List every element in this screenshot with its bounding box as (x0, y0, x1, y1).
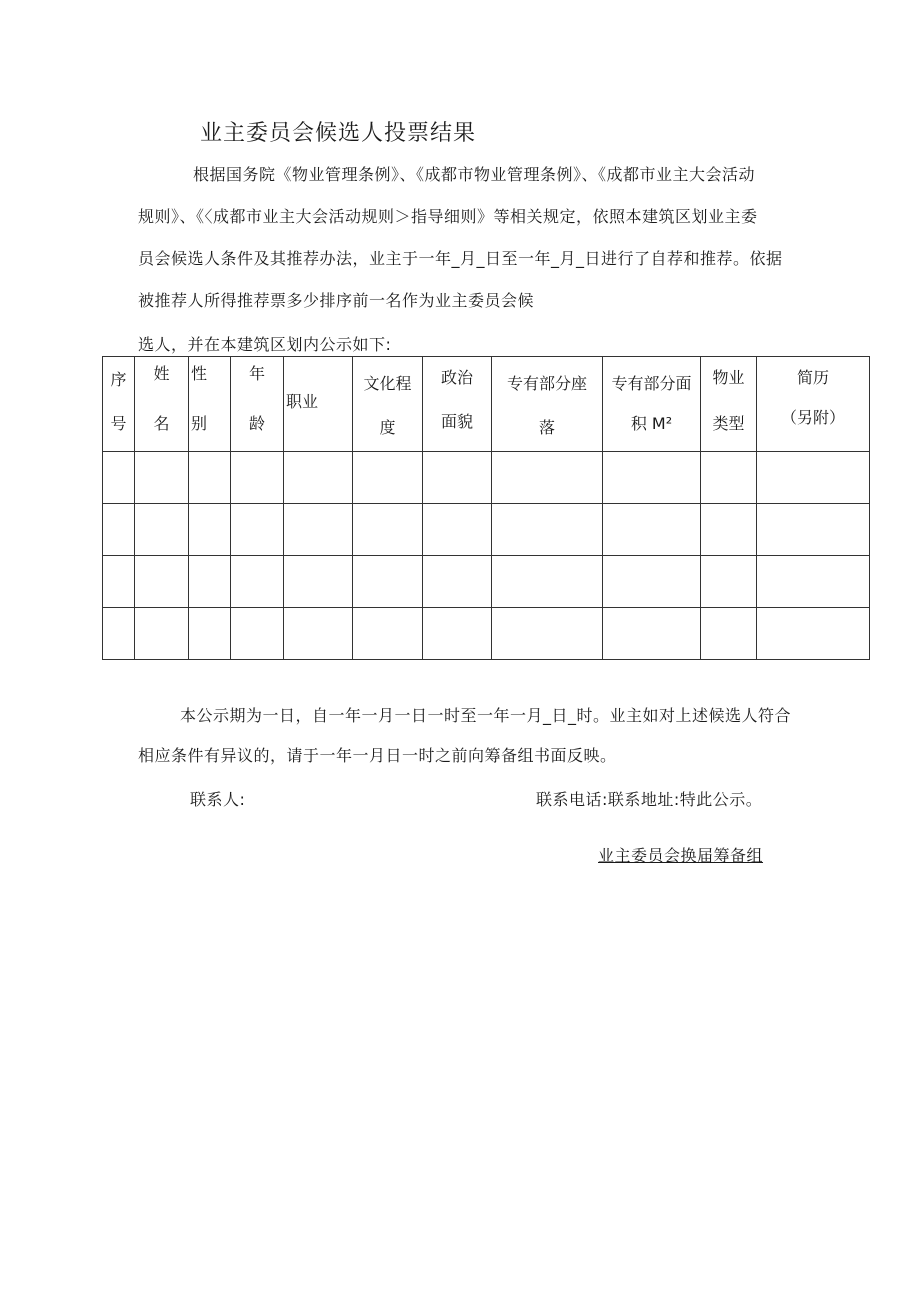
header-resume-l1: 简历 (796, 368, 829, 387)
intro-line-3: 员会候选人条件及其推荐办法，业主于一年_月_日至一年_月_日进行了自荐和推荐。依据 (138, 249, 783, 268)
header-political-l2: 面貌 (440, 412, 473, 431)
header-age-l1: 年 (248, 364, 265, 383)
intro-line-4: 被推荐人所得推荐票多少排序前一名作为业主委员会候 (138, 291, 535, 310)
table-row (103, 556, 870, 608)
header-name-l2: 名 (153, 414, 170, 433)
header-cell-index (103, 357, 135, 452)
header-location-l2: 落 (538, 418, 555, 437)
header-gender-l1: 性 (191, 364, 208, 383)
table-header-row (103, 357, 870, 452)
header-education-l1: 文化程 (363, 374, 412, 393)
table-row (103, 504, 870, 556)
contact-person-label: 联系人: (190, 790, 246, 809)
header-age-l2: 龄 (248, 414, 265, 433)
notice-line-1: 本公示期为一日，自一年一月一日一时至一年一月_日_时。业主如对上述候选人符合 (180, 706, 792, 725)
header-cell-resume (757, 357, 870, 452)
header-area-l2: 积 M² (630, 414, 673, 433)
header-education-l2: 度 (379, 418, 396, 437)
header-index-l1: 序 (110, 370, 127, 389)
header-cell-political (423, 357, 492, 452)
contact-info-label: 联系电话:联系地址:特此公示。 (536, 790, 763, 809)
header-property-type-l2: 类型 (712, 414, 745, 433)
header-area-l1: 专有部分面 (611, 374, 692, 393)
header-cell-property-type (701, 357, 757, 452)
notice-line-2: 相应条件有异议的，请于一年一月日一时之前向筹备组书面反映。 (138, 746, 617, 765)
header-resume-l2: （另附） (780, 408, 845, 427)
header-cell-age (231, 357, 284, 452)
header-cell-location (492, 357, 603, 452)
header-occupation: 职业 (286, 392, 319, 411)
intro-line-5: 选人，并在本建筑区划内公示如下: (138, 335, 392, 354)
header-political-l1: 政治 (440, 368, 473, 387)
header-cell-gender (189, 357, 231, 452)
signature-committee: 业主委员会换届筹备组 (598, 846, 764, 865)
header-index-l2: 号 (110, 414, 127, 433)
document-title: 业主委员会候选人投票结果 (200, 121, 477, 146)
intro-line-1: 根据国务院《物业管理条例》、《成都市物业管理条例》、《成都市业主大会活动 (193, 165, 756, 184)
candidate-table (102, 356, 870, 660)
header-property-type-l1: 物业 (712, 368, 745, 387)
header-cell-area (603, 357, 701, 452)
intro-line-2: 规则》、《〈成都市业主大会活动规则＞指导细则》等相关规定，依照本建筑区划业主委 (138, 207, 758, 226)
table-row (103, 452, 870, 504)
header-gender-l2: 别 (191, 414, 208, 433)
header-cell-name (135, 357, 189, 452)
header-cell-occupation (284, 357, 353, 452)
header-name-l1: 姓 (153, 364, 170, 383)
header-location-l1: 专有部分座 (506, 374, 587, 393)
table-row (103, 608, 870, 660)
header-cell-education (353, 357, 423, 452)
